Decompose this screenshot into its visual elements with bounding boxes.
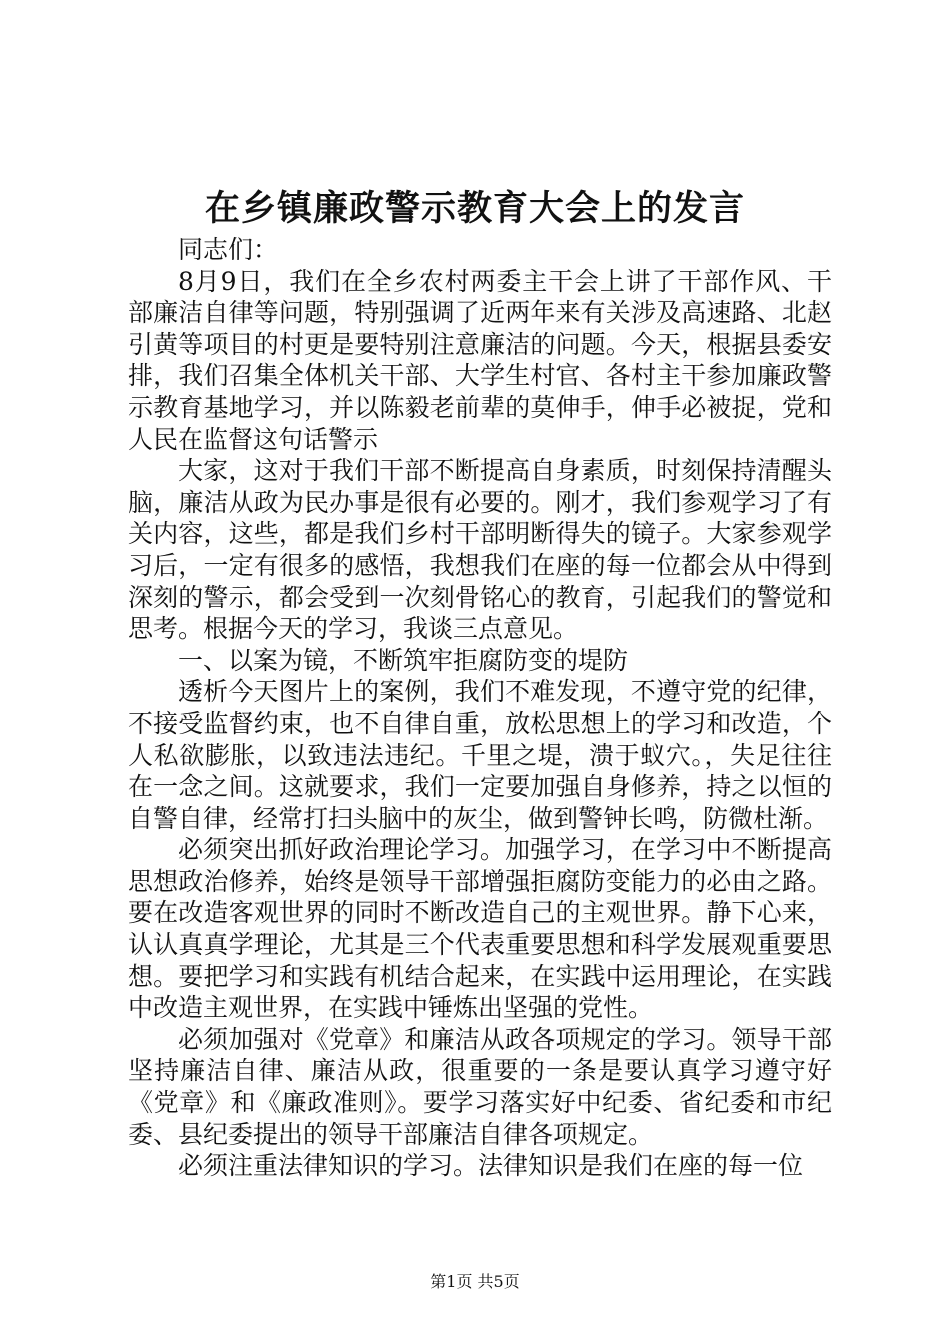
document-title: 在乡镇廉政警示教育大会上的发言 — [204, 188, 745, 229]
paragraph-3: 透析今天图片上的案例，我们不难发现，不遵守党的纪律，不接受监督约束，也不自律自重，放松思想上的学习和改造，个人私欲膨胀，以致违法违纪。千里之堤，溃于蚁穴。，失足往往在一念之间。这就要求，我们一定要加强自身修养，持之以恒的自警自律，经常打扫头脑中的灰尘，做到警钟长鸣，防微杜渐。 — [128, 677, 832, 833]
paragraph-1: 8月9日，我们在全乡农村两委主干会上讲了干部作风、干部廉洁自律等问题，特别强调了近两年来有关涉及高速路、北赵引黄等项目的村更是要特别注意廉洁的问题。今天，根据县委安排，我们召集全体机关干部、大学生村官、各村主干参加廉政警示教育基地学习，并以陈毅老前辈的莫伸手，伸手必被捉，党和人民在监督这句话警示 — [128, 266, 832, 454]
section-heading-1: 一、以案为镜，不断筑牢拒腐防变的堤防 — [178, 645, 629, 675]
paragraph-6: 必须注重法律知识的学习。法律知识是我们在座的每一位 — [178, 1151, 804, 1181]
salutation: 同志们： — [178, 235, 279, 264]
page-footer: 第1页 共5页 — [430, 1272, 520, 1291]
paragraph-2: 大家，这对于我们干部不断提高自身素质，时刻保持清醒头脑，廉洁从政为民办事是很有必要的。刚才，我们参观学习了有关内容，这些，都是我们乡村干部明断得失的镜子。大家参观学习后，一定有很多的感悟，我想我们在座的每一位都会从中得到深刻的警示，都会受到一次刻骨铭心的教育，引起我们的警觉和思考。根据今天的学习，我谈三点意见。 — [128, 456, 832, 644]
document-body — [128, 234, 832, 1182]
paragraph-5: 必须加强对《党章》和廉洁从政各项规定的学习。领导干部坚持廉洁自律、廉洁从政，很重要的一条是要认真学习遵守好《党章》和《廉政准则》。要学习落实好中纪委、省纪委和市纪委、县纪委提出的领导干部廉洁自律各项规定。 — [128, 1024, 832, 1149]
paragraph-4: 必须突出抓好政治理论学习。加强学习，在学习中不断提高思想政治修养，始终是领导干部增强拒腐防变能力的必由之路。要在改造客观世界的同时不断改造自己的主观世界。静下心来，认认真真学理论，尤其是三个代表重要思想和科学发展观重要思想。要把学习和实践有机结合起来，在实践中运用理论，在实践中改造主观世界，在实践中锤炼出坚强的党性。 — [128, 835, 832, 1023]
